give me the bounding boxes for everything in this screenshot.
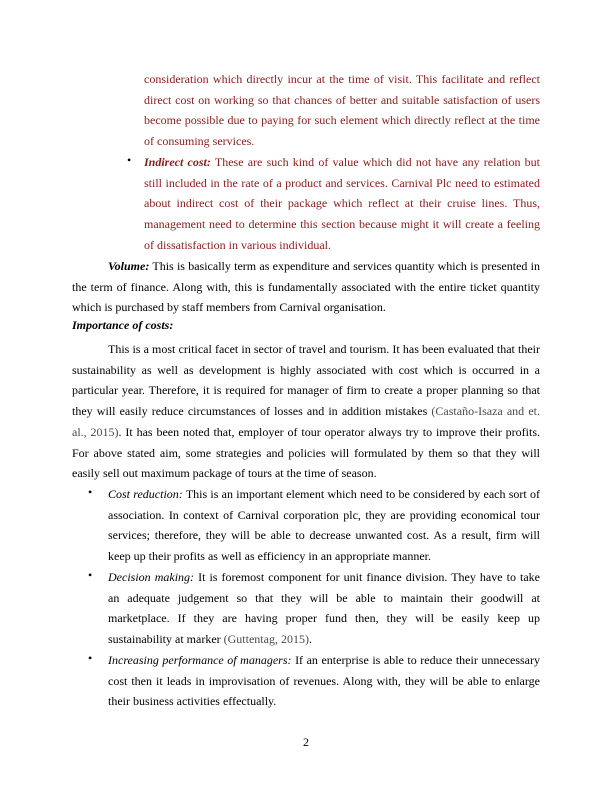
volume-paragraph bbox=[72, 256, 540, 318]
importance-paragraph bbox=[72, 339, 540, 484]
continuation-paragraph bbox=[144, 69, 540, 152]
bullet-icon: • bbox=[88, 651, 93, 665]
citation-guttentag: (Guttentag, 2015) bbox=[223, 632, 309, 647]
continuation-text: consideration which directly incur at the time of visit. This facilitate and reflect direct cost on working so that chances of better and suitable satisfaction of users become possible due to paying for such element which directly reflect at the time of consuming services. bbox=[144, 72, 540, 149]
managers-performance-text: If an enterprise is able to reduce their unnecessary cost then it leads in improvisation of revenues. Along with, they will be able to enlarge their business activities effectually. bbox=[108, 653, 541, 709]
volume-text: This is basically term as expenditure and services quantity which is presented in the term of finance. Along with, this is fundamentally associated with the entire ticket quantity which is purchased by staff members from Carnival organisation. bbox=[72, 259, 540, 315]
decision-making-text: It is foremost component for unit finance division. They have to take an adequate judgement so that they will be able to maintain their goodwill at marketplace. If they are having proper fund then, they will be easily keep up sustainability at marker bbox=[108, 570, 540, 647]
volume-term: Volume: bbox=[108, 259, 150, 273]
managers-performance-term: Increasing performance of managers: bbox=[108, 653, 292, 667]
cost-reduction-item bbox=[108, 484, 540, 567]
importance-text-2: . It has been noted that, employer of tour operator always try to improve their profits. For above stated aim, some strategies and policies will formulated by them so that they will easily sell out maximum package of tours at the time of season. bbox=[72, 424, 541, 481]
decision-making-item bbox=[108, 567, 540, 650]
decision-making-term: Decision making: bbox=[108, 570, 195, 584]
bullet-icon: • bbox=[88, 485, 93, 499]
cost-reduction-term: Cost reduction: bbox=[108, 487, 183, 501]
bullet-icon: • bbox=[127, 153, 132, 167]
cost-reduction-text: This is an important element which need to be considered by each sort of association. In context of Carnival corporation plc, they are providing economical tour services; therefore, they will be able to decrease unwanted cost. As a result, firm will keep up their profits as well as efficiency in an appropriate manner. bbox=[108, 487, 540, 564]
citation-castano: (Castaño-Isaza and et. al., 2015) bbox=[72, 404, 540, 439]
importance-text-1: This is a most critical facet in sector of travel and tourism. It has been evaluated that their sustainability as well as development is highly associated with cost which is occurred in a particular year. Therefore, it is required for manager of firm to create a proper planning so that they will easily reduce circumstances of losses and in addition mistakes bbox=[72, 342, 540, 419]
managers-performance-item bbox=[108, 650, 540, 712]
decision-making-end: . bbox=[308, 632, 312, 647]
page-number: 2 bbox=[303, 735, 309, 749]
bullet-icon: • bbox=[88, 568, 93, 582]
indirect-cost-text: These are such kind of value which did not have any relation but still included in the rate of a product and services. Carnival Plc need to estimated about indirect cost of their package which reflect at their cruise lines. Thus, management need to determine this section because might it will create a feeling of dissatisfaction in various individual. bbox=[144, 155, 540, 252]
indirect-cost-term: Indirect cost: bbox=[144, 155, 211, 169]
indirect-cost-item bbox=[144, 152, 540, 256]
importance-heading: Importance of costs: bbox=[72, 318, 174, 332]
